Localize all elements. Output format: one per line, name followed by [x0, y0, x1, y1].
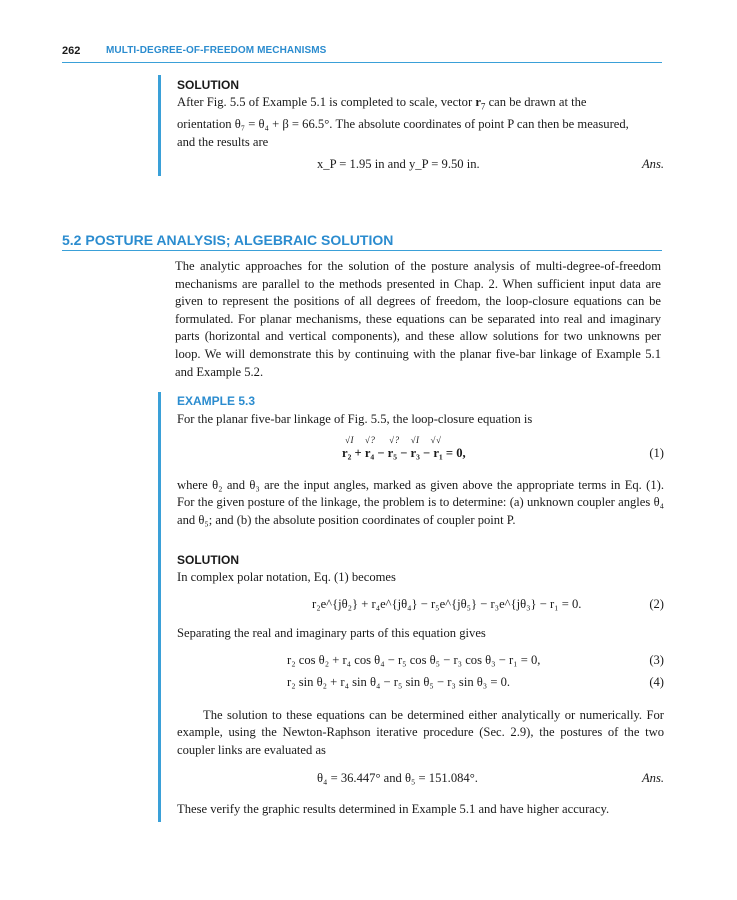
equation-3: r₂ cos θ₂ + r₄ cos θ₄ − r₅ cos θ₅ − r₃ cos θ₃ − r₁ = 0, (3) [287, 652, 664, 667]
eq1-accent-marks: √I √? √? √I √√ [345, 434, 442, 445]
solution2-intro: In complex polar notation, Eq. (1) becomes [177, 570, 396, 585]
solution-label: SOLUTION [177, 78, 239, 92]
equation-2: r₂e^{jθ₂} + r₄e^{jθ₄} − r₅e^{jθ₅} − r₃e^{jθ₃} − r₁ = 0. (2) [312, 596, 664, 611]
equation-1: r₂ + r₄ − r₅ − r₃ − r₁ = 0, √I √? √? √I √√ (1) [342, 434, 664, 460]
eq3-number: (3) [649, 652, 664, 667]
result-equation-2: θ₄ = 36.447° and θ₅ = 151.084°. Ans. [317, 771, 664, 786]
solution2-paragraph: The solution to these equations can be determined either analytically or numerically. For example, using the Newton-Raphson iterative procedure (Sec. 2.9), the postures of the two coupler links are evaluated as [177, 707, 664, 757]
page-number: 262 [62, 45, 81, 57]
separation-text: Separating the real and imaginary parts of this equation gives [177, 625, 486, 640]
running-header [62, 44, 662, 63]
equation-4: r₂ sin θ₂ + r₄ sin θ₄ − r₅ sin θ₅ − r₃ sin θ₃ = 0. (4) [287, 674, 664, 689]
result-equation: x_P = 1.95 in and y_P = 9.50 in. [317, 157, 480, 172]
solution-box-1 [158, 75, 664, 176]
section-heading [62, 232, 662, 251]
example-intro: For the planar five-bar linkage of Fig. 5.5, the loop-closure equation is [177, 412, 533, 426]
section-paragraph: The analytic approaches for the solution of the posture analysis of multi-degree-of-freedom mechanisms are parallel to the methods presented in Chap. 2. When sufficient input data are given to represent the positions of all degrees of freedom, the loop-closure equations can be formulated. For planar mechanisms, these equations can be separated into real and imaginary parts (horizontal and vertical components), and these allow solutions for two unknowns per loop. We will demonstrate this by continuing with the planar five-bar linkage of Example 5.1 and Example 5.2. [175, 259, 661, 379]
ans-label-2: Ans. [641, 771, 664, 786]
example-label: EXAMPLE 5.3 [177, 394, 256, 408]
eq1-number: (1) [649, 445, 664, 460]
solution-label-2: SOLUTION [177, 553, 239, 568]
eq4-number: (4) [649, 674, 664, 689]
ans-label: Ans. [641, 157, 664, 172]
example-box [158, 392, 664, 822]
running-title: MULTI-DEGREE-OF-FREEDOM MECHANISMS [106, 45, 327, 56]
section-title: 5.2 POSTURE ANALYSIS; ALGEBRAIC SOLUTION [62, 232, 394, 248]
closing-text: These verify the graphic results determined in Example 5.1 and have higher accuracy. [177, 802, 610, 817]
example-paragraph: where θ₂ and θ₃ are the input angles, marked as given above the appropriate terms in Eq. (1). For the given posture of the linkage, the problem is to determine: (a) unknown coupler angles θ₄ and θ₅; and (b) the absolute position coordinates of coupler point P. [177, 477, 664, 527]
solution-paragraph: After Fig. 5.5 of Example 5.1 is completed to scale, vector $r_7$ can be drawn at the orientation θ₇ = θ₄ + β = 66.5°. The absolute coordinates of point P can then be measured, and the results are [177, 95, 629, 149]
eq2-number: (2) [649, 596, 664, 611]
